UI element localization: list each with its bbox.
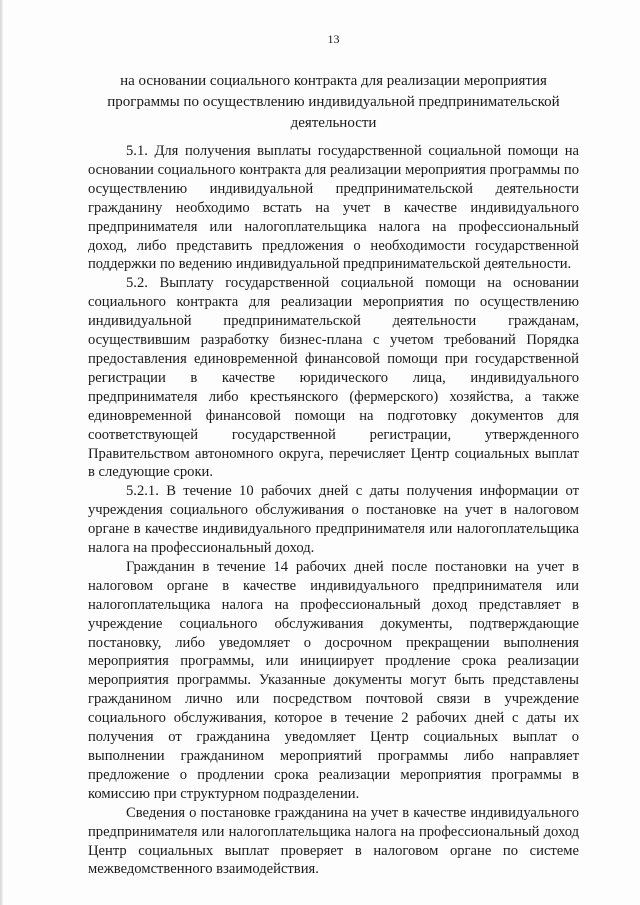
paragraph-5-2: 5.2. Выплату государственной социальной помощи на основании социального контракта для реализации мероприятия по осуществлению индивидуальной предпринимательской деятельности гражданам, осуществившим разработку бизнес-плана с учетом требований Порядка предоставления единовременной финансовой помощи при государственной регистрации в качестве юридического лица, индивидуального предпринимателя либо крестьянского (фермерского) хозяйства, а также единовременной финансовой помощи на подготовку документов для соответствующей государственной регистрации, утвержденного Правительством автономного округа, перечисляет Центр социальных выплат в следующие сроки. [88, 275, 579, 481]
document-page [88, 0, 579, 905]
heading-line: деятельности [290, 115, 377, 131]
heading-line: на основании социального контракта для реализации мероприятия [120, 73, 547, 89]
paragraph-5-2-1: 5.2.1. В течение 10 рабочих дней с даты получения информации от учреждения социального обслуживания о постановке на учет в налоговом органе в качестве индивидуального предпринимателя или налогоплательщика налога на профессиональный доход. [88, 483, 579, 557]
scan-edge [0, 0, 3, 905]
heading-line: программы по осуществлению индивидуальной предпринимательской [107, 94, 560, 110]
paragraph-registration-check: Сведения о постановке гражданина на учет в качестве индивидуального предпринимателя или налогоплательщика налога на профессиональный доход Центр социальных выплат проверяет в налоговом органе по системе межведомственного взаимодействия. [88, 804, 579, 878]
paragraph-citizen-deadline: Гражданин в течение 14 рабочих дней после постановки на учет в налоговом органе в качестве индивидуального предпринимателя или налогоплательщика налога на профессиональный доход представляет в учреждение социального обслуживания документы, подтверждающие постановку, либо уведомляет о досрочном прекращении выполнения мероприятия программы, или инициирует продление срока реализации мероприятия программы. Указанные документы могут быть представлены гражданином лично или посредством почтовой связи в учреждение социального обслуживания, которое в течение 2 рабочих дней с даты их получения от гражданина уведомляет Центр социальных выплат о выполнении гражданином мероприятий программы либо направляет предложение о продлении срока реализации мероприятия программы в комиссию при структурном подразделении. [88, 558, 579, 802]
page-number: 13 [327, 32, 340, 46]
document-body [88, 142, 579, 879]
paragraph-5-1: 5.1. Для получения выплаты государственной социальной помощи на основании социального контракта для реализации мероприятия программы по осуществлению индивидуальной предпринимательской деятельности гражданину необходимо встать на учет в качестве индивидуального предпринимателя или налогоплательщика налога на профессиональный доход, либо представить предложения о необходимости государственной поддержки по ведению индивидуальной предпринимательской деятельности. [88, 143, 579, 273]
section-heading [88, 71, 579, 134]
